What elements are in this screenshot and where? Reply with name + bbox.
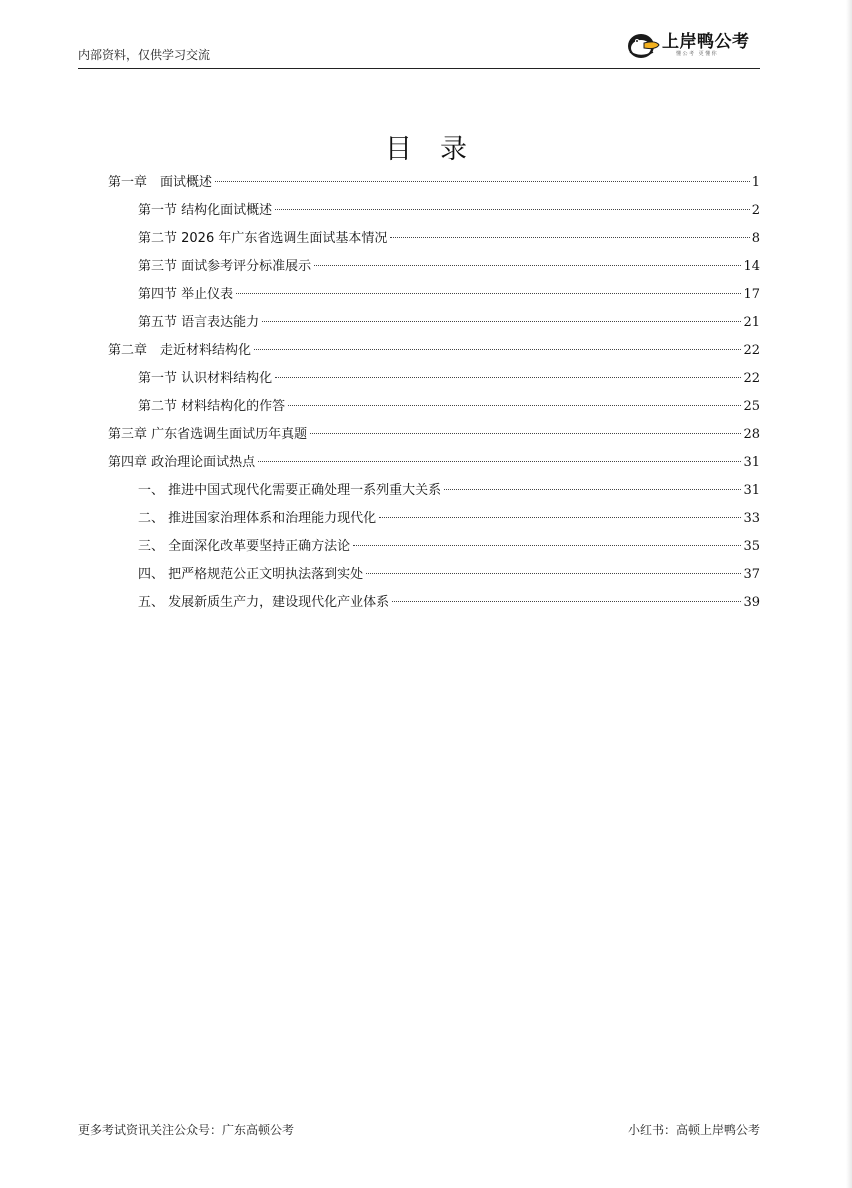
toc-entry-page: 17 — [743, 287, 760, 302]
duck-icon — [626, 26, 662, 60]
toc-entry-label: 三、 全面深化改革要坚持正确方法论 — [138, 539, 351, 554]
toc-entry[interactable] — [108, 169, 760, 197]
toc-entry[interactable] — [108, 365, 760, 393]
toc-entry[interactable] — [108, 561, 760, 589]
toc-dot-leader — [444, 489, 741, 490]
toc-entry-label: 第五节 语言表达能力 — [138, 315, 260, 330]
toc-entry-page: 25 — [743, 399, 760, 414]
toc-title: 目录 — [385, 134, 495, 165]
toc-dot-leader — [310, 433, 741, 434]
toc-dot-leader — [390, 237, 749, 238]
toc-dot-leader — [236, 293, 741, 294]
toc-entry-label: 第二节 2026 年广东省选调生面试基本情况 — [138, 231, 388, 246]
toc-dot-leader — [379, 517, 741, 518]
toc-entry[interactable] — [108, 309, 760, 337]
toc-dot-leader — [258, 461, 741, 462]
toc-entry[interactable] — [108, 477, 760, 505]
toc-entry[interactable] — [108, 589, 760, 617]
toc-entry-page: 1 — [751, 175, 760, 190]
toc-entry[interactable] — [108, 225, 760, 253]
toc-entry[interactable] — [108, 421, 760, 449]
toc-entry-label: 第二章 走近材料结构化 — [108, 343, 252, 358]
logo-name: 上岸鸭公考 — [662, 32, 750, 52]
footer-left: 更多考试资讯关注公众号：广东高顿公考 — [78, 1123, 295, 1137]
toc-entry-label: 第四节 举止仪表 — [138, 287, 234, 302]
toc-entry-page: 21 — [743, 315, 760, 330]
toc-entry[interactable] — [108, 533, 760, 561]
toc-dot-leader — [262, 321, 741, 322]
toc-entry-page: 35 — [743, 539, 760, 554]
toc-entry[interactable] — [108, 505, 760, 533]
toc-entry-page: 22 — [743, 343, 760, 358]
toc-entry-page: 39 — [743, 595, 760, 610]
toc-entry-label: 第三章 广东省选调生面试历年真题 — [108, 427, 308, 442]
toc-entry-label: 第三节 面试参考评分标准展示 — [138, 259, 312, 274]
toc-entry[interactable] — [108, 281, 760, 309]
header-note: 内部资料，仅供学习交流 — [78, 48, 211, 62]
footer-right: 小红书：高顿上岸鸭公考 — [627, 1123, 760, 1137]
toc-entry-page: 22 — [743, 371, 760, 386]
toc-dot-leader — [353, 545, 741, 546]
toc-entry-label: 第一节 结构化面试概述 — [138, 203, 273, 218]
toc-entry-label: 五、 发展新质生产力，建设现代化产业体系 — [138, 595, 390, 610]
toc-dot-leader — [215, 181, 750, 182]
toc-entry[interactable] — [108, 393, 760, 421]
toc-entry[interactable] — [108, 449, 760, 477]
toc-dot-leader — [314, 265, 741, 266]
toc-entry[interactable] — [108, 253, 760, 281]
toc-entry-label: 一、 推进中国式现代化需要正确处理一系列重大关系 — [138, 483, 442, 498]
toc-dot-leader — [275, 209, 750, 210]
table-of-contents — [108, 169, 760, 617]
toc-entry-label: 第四章 政治理论面试热点 — [108, 455, 256, 470]
brand-logo — [626, 26, 756, 60]
toc-entry-page: 33 — [743, 511, 760, 526]
page-edge-shadow — [846, 0, 852, 1188]
page-header — [78, 20, 760, 69]
logo-tagline: 懂公考 更懂你 — [676, 51, 719, 57]
toc-entry-label: 二、 推进国家治理体系和治理能力现代化 — [138, 511, 377, 526]
toc-dot-leader — [254, 349, 741, 350]
toc-entry-page: 37 — [743, 567, 760, 582]
toc-entry-page: 31 — [743, 455, 760, 470]
toc-entry-label: 四、 把严格规范公正文明执法落到实处 — [138, 567, 364, 582]
toc-entry-page: 14 — [743, 259, 760, 274]
toc-entry[interactable] — [108, 197, 760, 225]
toc-dot-leader — [275, 377, 741, 378]
toc-entry-page: 28 — [743, 427, 760, 442]
toc-entry-page: 2 — [751, 203, 760, 218]
toc-dot-leader — [392, 601, 741, 602]
toc-dot-leader — [288, 405, 741, 406]
toc-entry-label: 第一节 认识材料结构化 — [138, 371, 273, 386]
toc-entry-label: 第二节 材料结构化的作答 — [138, 399, 286, 414]
toc-entry-page: 8 — [751, 231, 760, 246]
toc-entry[interactable] — [108, 337, 760, 365]
toc-entry-page: 31 — [743, 483, 760, 498]
toc-entry-label: 第一章 面试概述 — [108, 175, 213, 190]
toc-dot-leader — [366, 573, 741, 574]
